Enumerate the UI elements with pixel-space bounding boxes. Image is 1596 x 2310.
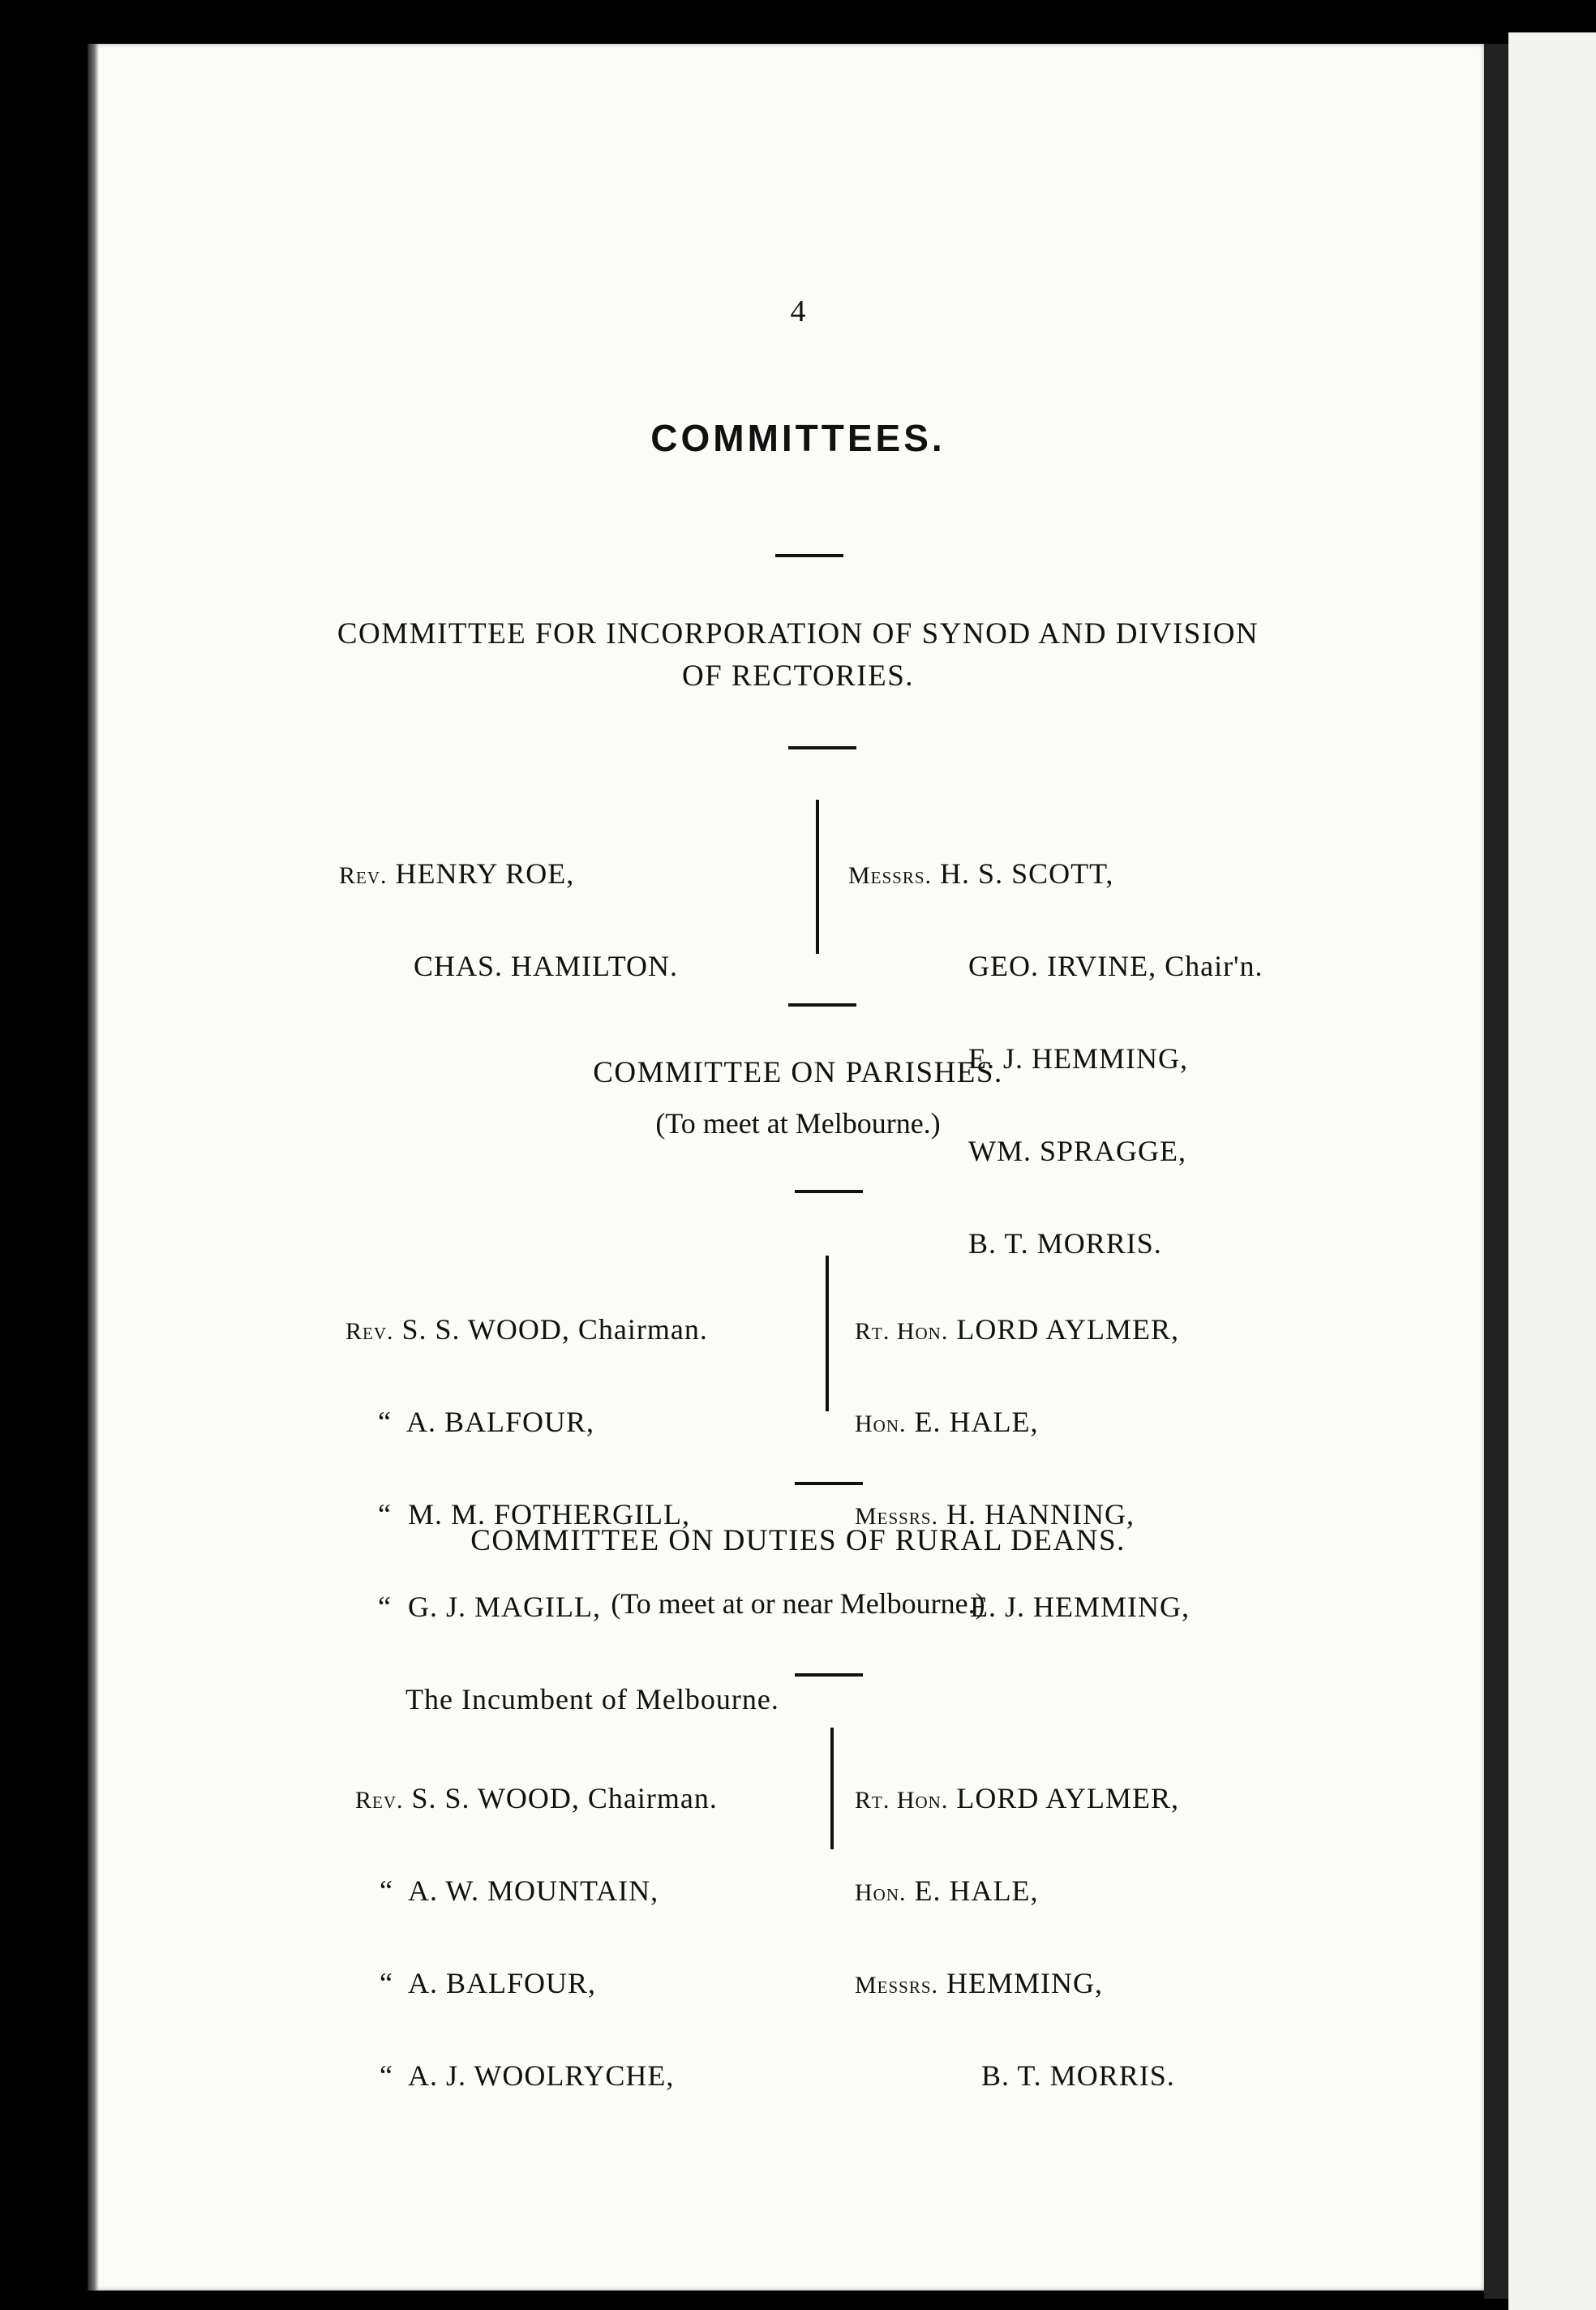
member-line	[848, 858, 1264, 889]
member-name: S. S. WOOD, Chairman.	[411, 1782, 718, 1814]
member-title: Rev.	[355, 1787, 404, 1814]
divider	[775, 554, 843, 557]
member-name: G. J. MAGILL,	[407, 1591, 601, 1623]
member-line	[855, 1968, 1179, 1999]
ditto-mark: “	[378, 1406, 392, 1438]
member-line	[855, 1406, 1190, 1437]
member-line	[339, 858, 678, 889]
member-name: E. HALE,	[914, 1406, 1039, 1438]
member-name: E. J. HEMMING,	[968, 1042, 1188, 1075]
member-title: Hon.	[855, 1410, 907, 1437]
page-binding-edge-right	[1484, 44, 1508, 2299]
ditto-mark: “	[380, 1967, 393, 1999]
column-divider	[816, 800, 819, 954]
committee-3-left-members	[355, 1721, 718, 2122]
member-title: Messrs.	[855, 1972, 939, 1999]
committee-3-right-members	[855, 1721, 1179, 2122]
divider	[795, 1673, 863, 1677]
member-name: M. M. FOTHERGILL,	[407, 1498, 690, 1531]
member-name: CHAS. HAMILTON.	[414, 950, 679, 982]
member-name: S. S. WOOD, Chairman.	[401, 1313, 708, 1346]
member-name: A. W. MOUNTAIN,	[408, 1874, 659, 1907]
ditto-mark: “	[378, 1591, 392, 1623]
member-name: WM. SPRAGGE,	[968, 1135, 1187, 1167]
page-title: COMMITTEES.	[650, 417, 946, 459]
document-page	[88, 44, 1484, 2291]
column-divider	[826, 1256, 829, 1411]
divider	[795, 1190, 863, 1193]
page-number: 4	[790, 294, 806, 328]
member-name: HENRY ROE,	[395, 857, 575, 890]
member-name: E. J. HEMMING,	[970, 1591, 1190, 1623]
column-divider	[830, 1728, 834, 1849]
member-name: LORD AYLMER,	[956, 1782, 1180, 1814]
member-name: HEMMING,	[946, 1967, 1104, 1999]
committee-1-right-members	[848, 796, 1264, 1290]
member-name: GEO. IRVINE, Chair'n.	[968, 950, 1264, 982]
member-line	[355, 1875, 718, 1906]
member-line	[355, 1783, 718, 1814]
member-name: The Incumbent of Melbourne.	[405, 1683, 779, 1715]
member-line	[345, 1684, 779, 1715]
member-name: A. BALFOUR,	[408, 1967, 597, 1999]
committee-2-title: COMMITTEE ON PARISHES.	[593, 1056, 1003, 1089]
member-line	[339, 951, 678, 981]
member-title: Hon.	[855, 1879, 907, 1906]
member-name: A. BALFOUR,	[406, 1406, 595, 1438]
member-line	[355, 2060, 718, 2091]
member-name: B. T. MORRIS.	[968, 1227, 1162, 1260]
member-title: Rt. Hon.	[855, 1787, 949, 1814]
facing-page	[1508, 32, 1596, 2310]
member-name: LORD AYLMER,	[956, 1313, 1180, 1346]
member-line	[345, 1314, 779, 1345]
member-title: Rev.	[345, 1318, 394, 1345]
committee-1-title-line-1: COMMITTEE FOR INCORPORATION OF SYNOD AND DIVISION	[337, 617, 1259, 650]
ditto-mark: “	[380, 2059, 393, 2092]
member-title: Messrs.	[848, 862, 933, 889]
member-line	[855, 1875, 1179, 1906]
committee-2-left-members	[345, 1252, 779, 1745]
ditto-mark: “	[380, 1874, 393, 1907]
member-line	[345, 1406, 779, 1437]
member-line	[855, 1783, 1179, 1814]
ditto-mark: “	[378, 1498, 392, 1531]
committee-1-title	[0, 613, 1596, 698]
divider	[795, 1482, 863, 1485]
member-line	[855, 1314, 1190, 1345]
member-title: Messrs.	[855, 1503, 939, 1530]
member-title: Rev.	[339, 862, 388, 889]
committee-3-meeting-note: (To meet at or near Melbourne.)	[611, 1587, 985, 1620]
member-name: H. HANNING,	[946, 1498, 1135, 1531]
committee-3-title: COMMITTEE ON DUTIES OF RURAL DEANS.	[470, 1524, 1126, 1557]
member-name: A. J. WOOLRYCHE,	[408, 2059, 675, 2092]
member-name: E. HALE,	[914, 1874, 1039, 1907]
page-binding-edge-left	[88, 44, 99, 2291]
member-name: B. T. MORRIS.	[981, 2059, 1175, 2092]
committee-2-meeting-note: (To meet at Melbourne.)	[655, 1107, 941, 1140]
member-name: H. S. SCOTT,	[940, 857, 1114, 890]
member-line	[855, 2060, 1179, 2091]
committee-1-title-line-2: OF RECTORIES.	[681, 659, 915, 693]
member-title: Rt. Hon.	[855, 1318, 949, 1345]
divider	[788, 1003, 856, 1007]
member-line	[355, 1968, 718, 1999]
member-line	[848, 951, 1264, 981]
divider	[788, 746, 856, 749]
committee-1-left-members	[339, 796, 678, 1012]
